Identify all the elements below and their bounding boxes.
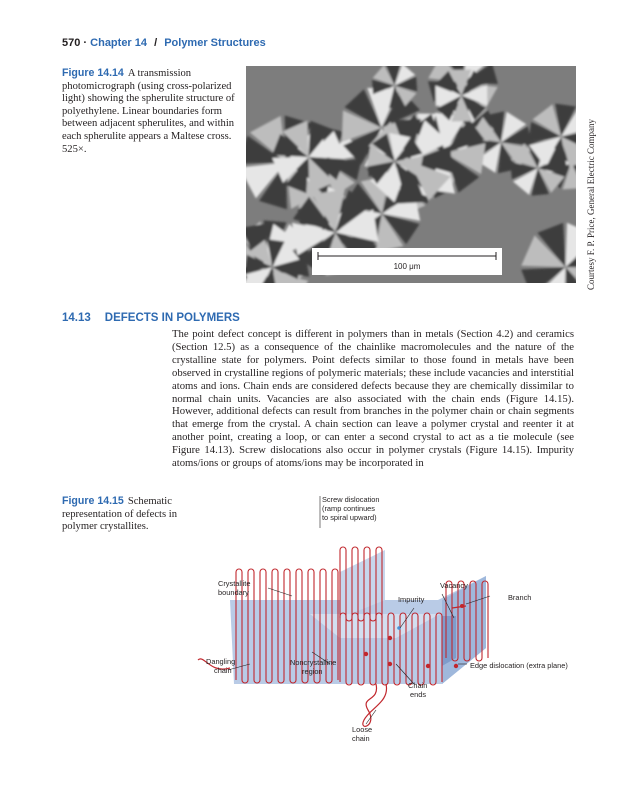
header-separator: / bbox=[154, 37, 158, 49]
figure-14-14-label: Figure 14.14 bbox=[62, 67, 124, 79]
chapter-title: Polymer Structures bbox=[164, 37, 266, 49]
figure-14-14-caption bbox=[62, 67, 242, 156]
label-edge-dislocation: Edge dislocation (extra plane) bbox=[470, 661, 568, 670]
label-loose-1: Loose bbox=[352, 725, 373, 734]
spherulite-photomicrograph bbox=[246, 66, 576, 283]
chain-end-dot bbox=[364, 652, 368, 656]
scale-bar-label: 100 μm bbox=[393, 262, 421, 271]
label-crystallite-2: boundary bbox=[218, 588, 249, 597]
label-impurity: Impurity bbox=[398, 595, 425, 604]
label-vacancy: Vacancy bbox=[440, 581, 468, 590]
label-screw-1: Screw dislocation bbox=[322, 495, 380, 504]
label-noncrystalline-2: region bbox=[302, 667, 323, 676]
header-bullet: · bbox=[83, 37, 88, 49]
label-dangling-2: chain bbox=[214, 666, 232, 675]
label-branch: Branch bbox=[508, 593, 532, 602]
label-loose-2: chain bbox=[352, 734, 370, 743]
section-title: DEFECTS IN POLYMERS bbox=[104, 312, 240, 324]
chain-end-dot bbox=[426, 664, 430, 668]
section-body-text: The point defect concept is different in polymers than in metals (Section 4.2) and ceramics (Section 12.5) as a consequence of the chainlike macromolecules and the nature of the crystalline state for polymers. Point defects similar to those found in metals have been observed in crystalline regions of polymeric materials; these include vacancies and interstitial atoms and ions. Chain ends are considered defects because they are chemically dissimilar to normal chain units. Vacancies are also associated with the chain ends (Figure 14.15). However, additional defects can result from branches in the polymer chain or chain segments that emerge from the crystal. A chain section can leave a polymer crystal and reenter it at another point, creating a loop, or can enter a second crystal to act as a tie molecule (see Figure 14.13). Screw dislocations also occur in polymer crystals (Figure 14.15). Impurity atoms/ions or groups of atoms/ions may be incorporated in bbox=[172, 328, 574, 470]
figure-14-15-caption-text: Schematic representation of defects in polymer crystallites. bbox=[62, 496, 178, 533]
scale-bar bbox=[312, 248, 502, 275]
label-chain-ends-1: Chain bbox=[408, 681, 428, 690]
polymer-defects-diagram bbox=[190, 488, 580, 748]
section-heading bbox=[62, 312, 240, 324]
label-dangling-1: Dangling bbox=[206, 657, 236, 666]
figure-14-15-label: Figure 14.15 bbox=[62, 495, 124, 507]
chapter-label: Chapter 14 bbox=[90, 37, 148, 49]
label-crystallite-1: Crystallite bbox=[218, 579, 251, 588]
chain-end-dot bbox=[454, 664, 458, 668]
label-noncrystalline-1: Noncrystalline bbox=[290, 658, 337, 667]
running-header bbox=[62, 37, 266, 49]
branch-end-dot bbox=[460, 604, 464, 608]
label-screw-3: to spiral upward) bbox=[322, 513, 377, 522]
label-screw-2: (ramp continues bbox=[322, 504, 375, 513]
vacancy-dark-plane bbox=[442, 616, 456, 666]
loose-chain bbox=[363, 684, 387, 726]
page-number: 570 bbox=[62, 37, 81, 49]
section-number: 14.13 bbox=[62, 312, 91, 324]
chain-end-dot bbox=[388, 662, 392, 666]
photo-credit: Courtesy F. P. Price, General Electric Company bbox=[586, 119, 596, 290]
chain-end-dot bbox=[388, 636, 392, 640]
label-chain-ends-2: ends bbox=[410, 690, 427, 699]
photomicrograph-image bbox=[246, 66, 576, 283]
figure-14-14-caption-text: A transmission photomicrograph (using cross-polarized light) showing the spherulite structure of polyethylene. Linear boundaries form between adjacent spherulites, and within each spherulite appears a Maltese cross. 525×. bbox=[62, 68, 235, 155]
